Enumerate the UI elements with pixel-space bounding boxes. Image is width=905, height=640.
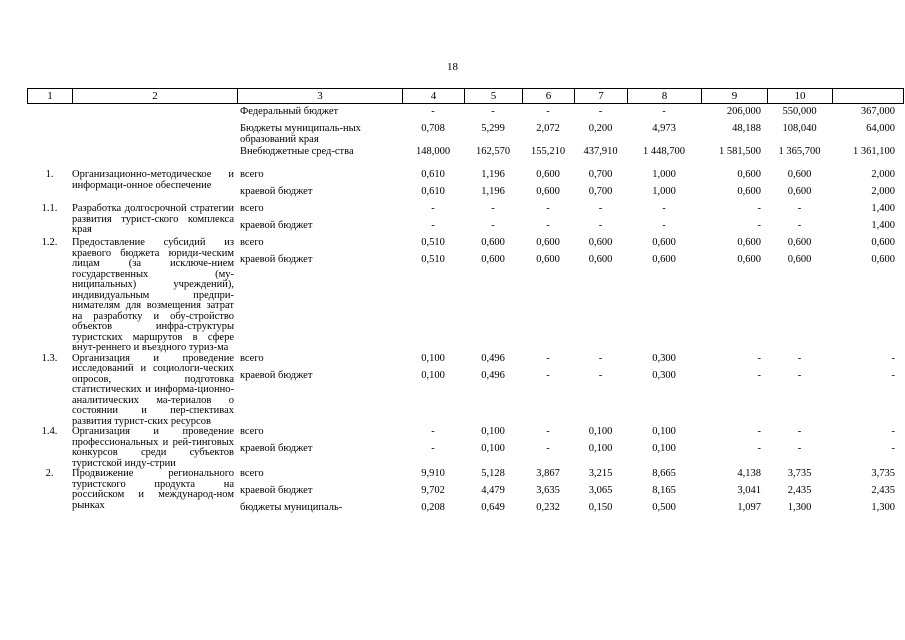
value: 206,000 [726,106,761,117]
value: 1,097 [737,502,761,513]
value-cell-col-7 [574,354,627,428]
value-cell-col-4 [402,354,464,428]
value-cell-col-6 [522,107,574,170]
value-cell-col-5 [464,238,522,354]
table-row [27,427,903,469]
funding-source: всего [240,237,264,248]
column-header-5: 5 [465,89,523,104]
activity-name: Разработка долгосрочной стратегии развития турист-ского комплекса края [72,203,234,235]
value: 148,000 [415,146,451,157]
value-cell-col-5 [464,204,522,238]
value-cell-col-7 [574,204,627,238]
funding-source: всего [240,203,264,214]
value-cell-col-11 [832,238,903,354]
column-header-6: 6 [523,89,575,104]
value: 0,649 [481,502,505,513]
value: 0,232 [536,502,560,513]
value-cell-col-6 [522,354,574,428]
value: - [797,220,802,231]
value-cell-col-4 [402,204,464,238]
value: 2,072 [536,123,560,134]
value-cell-col-9 [701,107,767,170]
column-header-row [28,89,904,104]
value: - [546,369,550,381]
value: 0,600 [787,254,812,265]
value-cell-col-9 [701,354,767,428]
value: 9,702 [421,485,445,496]
value: 0,600 [481,254,505,265]
value: 1 365,700 [778,146,821,157]
value: 0,610 [421,169,445,180]
item-number: 1.3. [41,352,58,364]
value: 0,600 [588,237,613,248]
value: - [662,203,666,214]
column-header-7: 7 [575,89,628,104]
value: 3,041 [737,485,761,496]
value: 1 581,500 [719,146,761,157]
funding-source: всего [240,169,264,180]
value: 9,910 [421,468,445,479]
value: - [891,426,895,437]
funding-source: краевой бюджет [240,443,313,454]
value: 64,000 [866,123,895,134]
value-cell-col-7 [574,170,627,204]
value: - [598,203,603,214]
value: 1,400 [871,220,895,231]
funding-source: бюджеты муниципаль- [240,502,343,513]
value-cell-col-5 [464,354,522,428]
value: 0,500 [652,502,676,513]
value: 1 448,700 [643,146,685,157]
value: 550,000 [782,106,817,117]
value: 3,635 [536,485,560,496]
activity-name: Организация и проведение исследований и социологи-ческих опросов, подготовка статистических и информа-ционно-аналитических ма-териалов о состоянии и пер-спективах развития турист-ских ресурсов [72,352,234,427]
value-cell-col-8 [627,469,701,520]
value: - [546,220,550,231]
value: 1,196 [481,169,505,180]
value-cell-col-11 [832,170,903,204]
value-cell-col-10 [767,238,832,354]
table-row [27,238,903,354]
column-header-2: 2 [73,89,238,104]
value: 0,600 [588,254,613,265]
value-cell-col-10 [767,354,832,428]
value-cell-col-10 [767,204,832,238]
value-cell-col-11 [832,427,903,469]
value: 0,496 [481,352,505,364]
value: 0,708 [421,123,445,134]
item-number: 1.2. [41,237,58,248]
value: 8,165 [652,485,676,496]
funding-source: Федеральный бюджет [240,106,339,117]
value-cell-col-9 [701,204,767,238]
value: 0,208 [421,502,445,513]
value-cell-col-4 [402,427,464,469]
item-number [27,107,72,170]
value: 0,100 [481,443,505,454]
value-cell-col-5 [464,170,522,204]
value-cell-col-9 [701,469,767,520]
value: - [598,106,603,117]
value: 2,000 [871,186,895,197]
value: 3,867 [536,468,560,479]
funding-source: краевой бюджет [240,369,313,381]
activity-name: Продвижение регионального туристского продукта на российском и международ-ном рынках [72,468,234,511]
value-cell-col-7 [574,238,627,354]
value: 4,138 [737,468,761,479]
value: 0,100 [481,426,505,437]
funding-source-cell [237,107,402,170]
column-header-1: 1 [28,89,73,104]
value: 0,100 [421,369,445,381]
value: 4,973 [652,123,676,134]
value-cell-col-6 [522,204,574,238]
value-cell-col-10 [767,427,832,469]
value: - [431,203,435,214]
column-header-4: 4 [403,89,465,104]
value: 0,100 [652,443,676,454]
funding-source-cell [237,238,402,354]
funding-source-cell [237,354,402,428]
value: 0,700 [588,169,613,180]
value: 437,910 [583,146,618,157]
value: 0,600 [481,237,505,248]
value-cell-col-5 [464,107,522,170]
value: 0,600 [536,237,560,248]
funding-source-cell [237,427,402,469]
value-cell-col-4 [402,238,464,354]
column-header-3: 3 [238,89,403,104]
value: - [891,369,895,381]
value-cell-col-10 [767,170,832,204]
value-cell-col-11 [832,107,903,170]
value: 367,000 [860,106,895,117]
value-cell-col-7 [574,469,627,520]
value: 0,600 [787,186,812,197]
value: 0,100 [588,426,613,437]
value-cell-col-8 [627,427,701,469]
table-row [27,107,903,170]
value: 3,065 [588,485,613,496]
value: 0,300 [652,352,676,364]
value: 8,665 [652,468,676,479]
value: 0,200 [588,123,613,134]
item-number: 2. [45,468,54,479]
activity-name: Предоставление субсидий из краевого бюджета юриди-ческим лицам (за исключе-нием государственных (му-ниципальных) учреждений), индивидуальным предпри-нимателям для возмещения затрат на разработку и обу-стройство объектов инфра-структуры туристских маршрутов в сфере внут-реннего и въездного туриз-ма [72,237,234,353]
value: - [797,203,802,214]
value: - [546,426,550,437]
value: 5,128 [481,468,505,479]
value: - [491,203,495,214]
value: 155,210 [530,146,566,157]
value: 0,600 [536,186,560,197]
value: 1,300 [871,502,895,513]
value: 0,100 [652,426,676,437]
value: - [757,203,761,214]
value: - [797,369,802,381]
value: 1,400 [871,203,895,214]
value: 1,196 [481,186,505,197]
value: 0,600 [871,254,895,265]
value: 48,188 [732,123,761,134]
funding-source: всего [240,426,264,437]
funding-source-cell [237,170,402,204]
value: 0,600 [652,237,676,248]
value-cell-col-11 [832,204,903,238]
value: 1,000 [652,169,676,180]
value-cell-col-5 [464,469,522,520]
value: - [431,106,435,117]
value-cell-col-9 [701,238,767,354]
value: - [431,443,435,454]
column-header-10: 10 [768,89,833,104]
value: - [546,352,550,364]
value-cell-col-8 [627,204,701,238]
budget-table [27,107,903,520]
value: 0,600 [737,186,761,197]
value-cell-col-9 [701,170,767,204]
value: 0,600 [787,237,812,248]
value: - [431,426,435,437]
value: - [662,106,666,117]
column-header-8: 8 [628,89,702,104]
value-cell-col-8 [627,170,701,204]
value-cell-col-10 [767,107,832,170]
funding-source: Бюджеты муниципаль-ных образований края [240,123,361,145]
table-row [27,354,903,428]
funding-source: всего [240,468,264,479]
value: 0,600 [737,237,761,248]
value-cell-col-4 [402,170,464,204]
value: 0,700 [588,186,613,197]
value: 4,479 [481,485,505,496]
value: - [757,220,761,231]
value: 2,435 [871,485,895,496]
value-cell-col-6 [522,238,574,354]
column-header-9: 9 [702,89,768,104]
value: 0,510 [421,237,445,248]
value: 0,496 [481,369,505,381]
funding-source: всего [240,352,264,364]
value: 0,100 [421,352,445,364]
value: 3,215 [588,468,613,479]
value-cell-col-6 [522,427,574,469]
value: 0,510 [421,254,445,265]
value: 1,000 [652,186,676,197]
value: 0,600 [536,254,560,265]
activity-name: Организационно-методическое и информаци-онное обеспечение [72,169,234,191]
value: - [757,369,761,381]
item-number: 1.1. [41,203,58,214]
value: 0,100 [588,443,613,454]
value: - [491,106,495,117]
value-cell-col-11 [832,354,903,428]
funding-source-cell [237,204,402,238]
value-cell-col-8 [627,238,701,354]
value: 0,150 [588,502,613,513]
value: - [598,369,603,381]
table-row [27,204,903,238]
value: - [598,220,603,231]
value: 0,600 [787,169,812,180]
item-number: 1.4. [41,426,58,437]
value: - [891,443,895,454]
value: 162,570 [475,146,511,157]
value: - [797,426,802,437]
value: 2,435 [787,485,812,496]
funding-source: краевой бюджет [240,254,313,265]
value: 5,299 [481,123,505,134]
value-cell-col-7 [574,107,627,170]
value: 2,000 [871,169,895,180]
value: - [431,220,435,231]
value: 0,610 [421,186,445,197]
value: - [491,220,495,231]
value: 1 361,100 [853,146,895,157]
item-number: 1. [45,169,54,180]
value: 0,300 [652,369,676,381]
value: - [662,220,666,231]
value-cell-col-10 [767,469,832,520]
value: 108,040 [782,123,817,134]
page-number: 18 [447,61,458,73]
funding-source: краевой бюджет [240,220,313,231]
value: - [797,352,802,364]
value: - [797,443,802,454]
value: - [757,443,761,454]
value-cell-col-4 [402,107,464,170]
value-cell-col-5 [464,427,522,469]
value: - [598,352,603,364]
value-cell-col-9 [701,427,767,469]
table-row [27,469,903,520]
value: - [891,352,895,364]
value: - [546,106,550,117]
value: 0,600 [652,254,676,265]
funding-source: краевой бюджет [240,186,313,197]
table-row [27,170,903,204]
funding-source: Внебюджетные сред-ства [240,146,354,157]
funding-source: краевой бюджет [240,485,313,496]
activity-name [72,107,237,170]
value: - [757,426,761,437]
value-cell-col-4 [402,469,464,520]
value-cell-col-11 [832,469,903,520]
value: 0,600 [737,169,761,180]
value: - [546,443,550,454]
column-header-11 [833,89,904,104]
value-cell-col-8 [627,354,701,428]
value: 0,600 [871,237,895,248]
value: 0,600 [737,254,761,265]
activity-name: Организация и проведение профессиональных и рей-тинговых конкурсов среди субъектов туристской инду-стрии [72,426,234,469]
value: - [757,352,761,364]
value: 3,735 [787,468,812,479]
value: 0,600 [536,169,560,180]
value-cell-col-6 [522,170,574,204]
column-header-table [27,88,904,104]
value: 1,300 [787,502,812,513]
value: 3,735 [871,468,895,479]
value-cell-col-6 [522,469,574,520]
value: - [546,203,550,214]
value-cell-col-7 [574,427,627,469]
funding-source-cell [237,469,402,520]
value-cell-col-8 [627,107,701,170]
